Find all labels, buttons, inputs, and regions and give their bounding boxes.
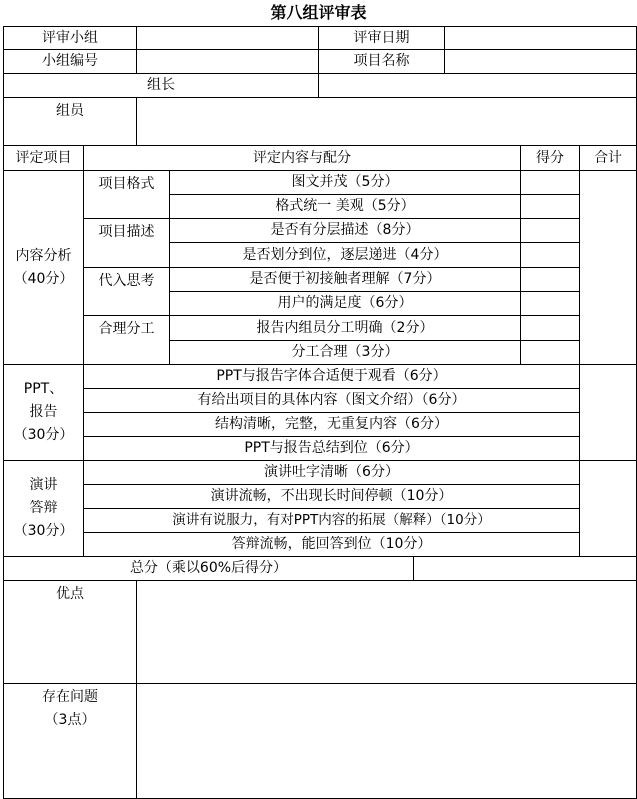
total-field[interactable] [579,170,637,365]
score-field[interactable] [520,291,580,316]
criterion-group-label: 项目格式 [83,170,170,219]
issues-field[interactable] [136,683,637,799]
criterion-text: 是否划分到位，逐层递进（4分） [169,242,521,268]
criterion-text: 演讲有说服力，有对PPT内容的拓展（解释）（10分） [83,508,580,533]
score-field[interactable] [520,218,580,243]
score-header: 得分 [520,145,580,171]
total-score-label: 总分（乘以60%后得分） [3,556,414,581]
score-field[interactable] [520,170,580,195]
criterion-text: PPT与报告总结到位（6分） [83,436,580,461]
total-score-field[interactable] [413,556,637,581]
project-value-field[interactable] [444,49,637,74]
content-section-label: 内容分析 （40分） [3,170,84,365]
group-label: 评审小组 [3,26,137,50]
criterion-text: 是否有分层描述（8分） [169,218,521,243]
project-label: 项目名称 [318,49,445,74]
total-header: 合计 [579,145,637,171]
criterion-text: 演讲流畅，不出现长时间停顿（10分） [83,484,580,509]
leader-value-field[interactable] [318,73,637,98]
score-field[interactable] [520,340,580,365]
item-header: 评定项目 [3,145,84,171]
score-field[interactable] [520,194,580,219]
criterion-text: 格式统一 美观（5分） [169,194,521,219]
criterion-group-label: 项目描述 [83,218,170,268]
speech-section-label: 演讲 答辩 （30分） [3,460,84,557]
members-value-field[interactable] [136,97,637,146]
criterion-text: 答辩流畅，能回答到位（10分） [83,532,580,557]
group-value-field[interactable] [136,26,319,50]
criterion-text: 分工合理（3分） [169,340,521,365]
ppt-section-label: PPT、 报告 （30分） [3,364,84,461]
criterion-text: 是否便于初接触者理解（7分） [169,267,521,292]
strengths-label: 优点 [3,580,137,684]
total-field[interactable] [579,460,637,557]
criterion-text: 报告内组员分工明确（2分） [169,315,521,341]
members-label: 组员 [3,97,137,146]
leader-label: 组长 [3,73,319,98]
criterion-text: 有给出项目的具体内容（图文介绍）（6分） [83,388,580,413]
criterion-text: 用户的满足度（6分） [169,291,521,316]
score-field[interactable] [520,242,580,268]
score-field[interactable] [520,315,580,341]
criterion-text: 图文并茂（5分） [169,170,521,195]
number-label: 小组编号 [3,49,137,74]
criterion-text: 结构清晰，完整，无重复内容（6分） [83,412,580,437]
criterion-group-label: 代入思考 [83,267,170,316]
issues-label: 存在问题 （3点） [3,683,137,799]
score-field[interactable] [520,267,580,292]
criterion-text: PPT与报告字体合适便于观看（6分） [83,364,580,389]
strengths-field[interactable] [136,580,637,684]
page-title: 第八组评审表 [270,3,367,22]
date-label: 评审日期 [318,26,445,50]
total-field[interactable] [579,364,637,461]
content-header: 评定内容与配分 [83,145,521,171]
criterion-text: 演讲吐字清晰（6分） [83,460,580,485]
date-value-field[interactable] [444,26,637,50]
number-value-field[interactable] [136,49,319,74]
criterion-group-label: 合理分工 [83,315,170,365]
